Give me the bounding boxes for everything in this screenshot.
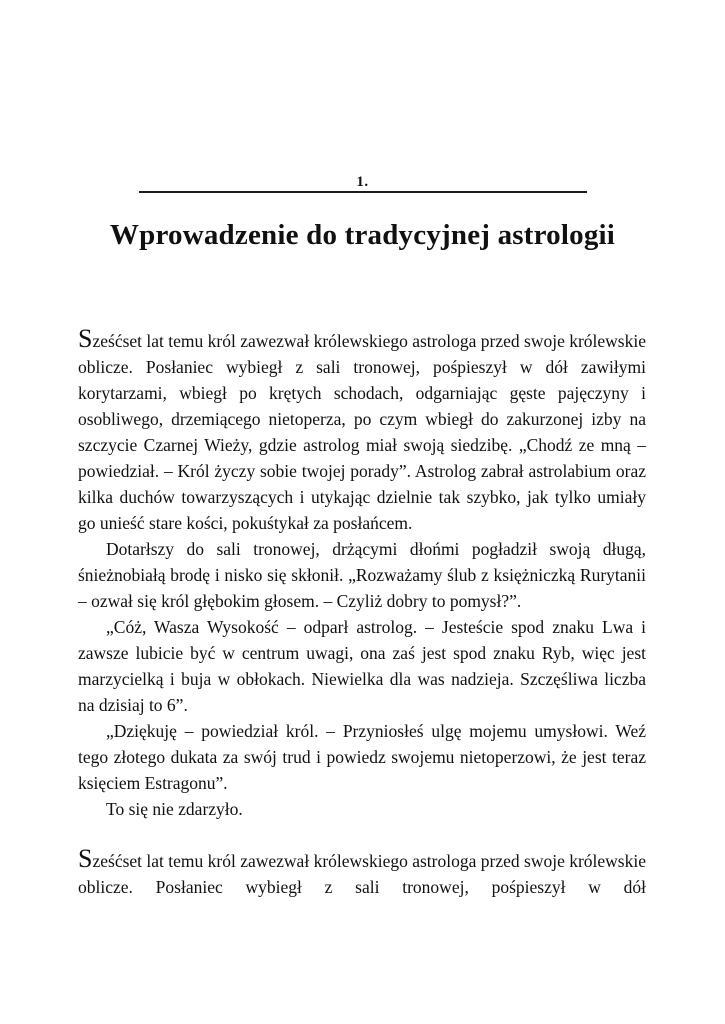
paragraph-1: Sześćset lat temu król zawezwał królewskiego astrologa przed swoje królewskie oblicze. Posłaniec wybiegł z sali tronowej, pośpieszył w dół zawiłymi korytarzami, wbiegł po krętych schodach, odgarniając gęste pajęczyny i osobliwego, drzemiącego nietoperza, po czym wbiegł do zakurzonej izby na szczycie Czarnej Wieży, gdzie astrolog miał swoją siedzibę. „Chodź ze mną – powiedział. – Król życzy sobie twojej porady”. Astrolog zabrał astrolabium oraz kilka duchów towarzyszących i utykając dzielnie tak szybko, jak tylko umiały go unieść stare kości, pokuśtykał za posłańcem. — [78, 324, 646, 534]
paragraph-4: „Dziękuję – powiedział król. – Przyniosłeś ulgę mojemu umysłowi. Weź tego złotego dukata za swój trud i powiedz swojemu nietoperzowi, że jest teraz księciem Estragonu”. — [78, 721, 646, 794]
body-text — [78, 326, 646, 900]
paragraph-6: Sześćset lat temu król zawezwał królewskiego astrologa przed swoje królewskie oblicze. Posłaniec wybiegł z sali tronowej, pośpieszył w dół — [78, 844, 646, 898]
chapter-number: 1. — [346, 174, 378, 191]
paragraph-3: „Cóż, Wasza Wysokość – odparł astrolog. – Jesteście spod znaku Lwa i zawsze lubicie być w centrum uwagi, ona zaś jest spod znaku Ryb, więc jest marzycielką i buja w obłokach. Niewielka dla was nadzieja. Szczęśliwa liczba na dzisiaj to 6”. — [78, 617, 646, 716]
chapter-heading — [139, 172, 587, 193]
paragraph-2: Dotarłszy do sali tronowej, drżącymi dłońmi pogładził swoją długą, śnieżnobiałą brodę i nisko się skłonił. „Rozważamy ślub z księżniczką Rurytanii – ozwał się król głębokim głosem. – Czyliż dobry to pomysł?”. — [78, 539, 646, 612]
chapter-title: Wprowadzenie do tradycyjnej astrologii — [109, 219, 616, 251]
paragraph-5: To się nie zdarzyło. — [106, 799, 243, 820]
